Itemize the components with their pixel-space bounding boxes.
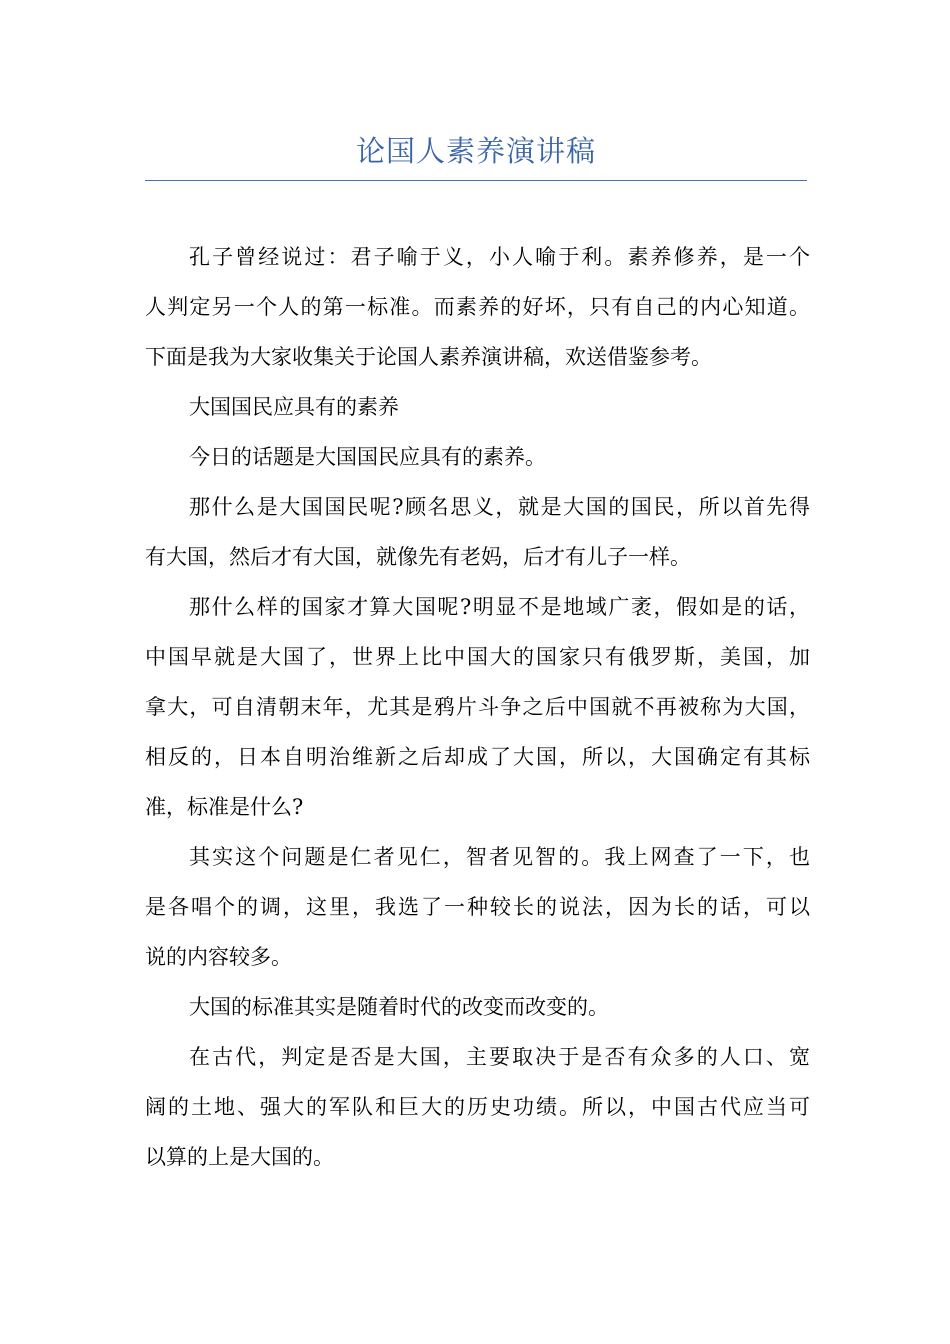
paragraph	[145, 482, 810, 582]
paragraph-line: 在古代，判定是否是大国，主要取决于是否有众多的人口、宽	[189, 1045, 810, 1069]
document-title: 论国人素养演讲稿	[355, 134, 596, 168]
paragraph-line: 相反的，日本自明治维新之后却成了大国，所以，大国确定有其标	[145, 745, 810, 769]
paragraph-line: 今日的话题是大国国民应具有的素养。	[189, 445, 546, 469]
paragraph	[145, 582, 810, 832]
paragraph-line: 下面是我为大家收集关于论国人素养演讲稿，欢送借鉴参考。	[145, 345, 712, 369]
paragraph	[145, 1032, 810, 1182]
paragraph-line: 拿大，可自清朝末年，尤其是鸦片斗争之后中国就不再被称为大国，	[145, 695, 810, 719]
paragraph-line: 以算的上是大国的。	[145, 1145, 334, 1169]
paragraph-line: 那什么样的国家才算大国呢?明显不是地域广袤，假如是的话，	[189, 595, 810, 619]
paragraph-line: 那什么是大国国民呢?顾名思义，就是大国的国民，所以首先得	[189, 495, 810, 519]
title-underline	[145, 180, 807, 181]
paragraph	[145, 382, 810, 432]
paragraph	[145, 432, 810, 482]
paragraph-line: 大国国民应具有的素养	[189, 395, 399, 419]
paragraph	[145, 232, 810, 382]
paragraph-line: 阔的土地、强大的军队和巨大的历史功绩。所以，中国古代应当可	[145, 1095, 810, 1119]
paragraph-line: 有大国，然后才有大国，就像先有老妈，后才有儿子一样。	[145, 545, 691, 569]
paragraph-line: 大国的标准其实是随着时代的改变而改变的。	[189, 995, 609, 1019]
paragraph-line: 准，标准是什么?	[145, 795, 304, 819]
paragraph-line: 人判定另一个人的第一标准。而素养的好坏，只有自己的内心知道。	[145, 295, 810, 319]
document-body	[145, 232, 810, 1182]
paragraph	[145, 982, 810, 1032]
paragraph-line: 孔子曾经说过：君子喻于义，小人喻于利。素养修养，是一个	[189, 245, 810, 269]
paragraph	[145, 832, 810, 982]
paragraph-line: 是各唱个的调，这里，我选了一种较长的说法，因为长的话，可以	[145, 895, 810, 919]
paragraph-line: 其实这个问题是仁者见仁，智者见智的。我上网查了一下，也	[189, 845, 810, 869]
paragraph-line: 中国早就是大国了，世界上比中国大的国家只有俄罗斯，美国，加	[145, 645, 810, 669]
paragraph-line: 说的内容较多。	[145, 945, 292, 969]
